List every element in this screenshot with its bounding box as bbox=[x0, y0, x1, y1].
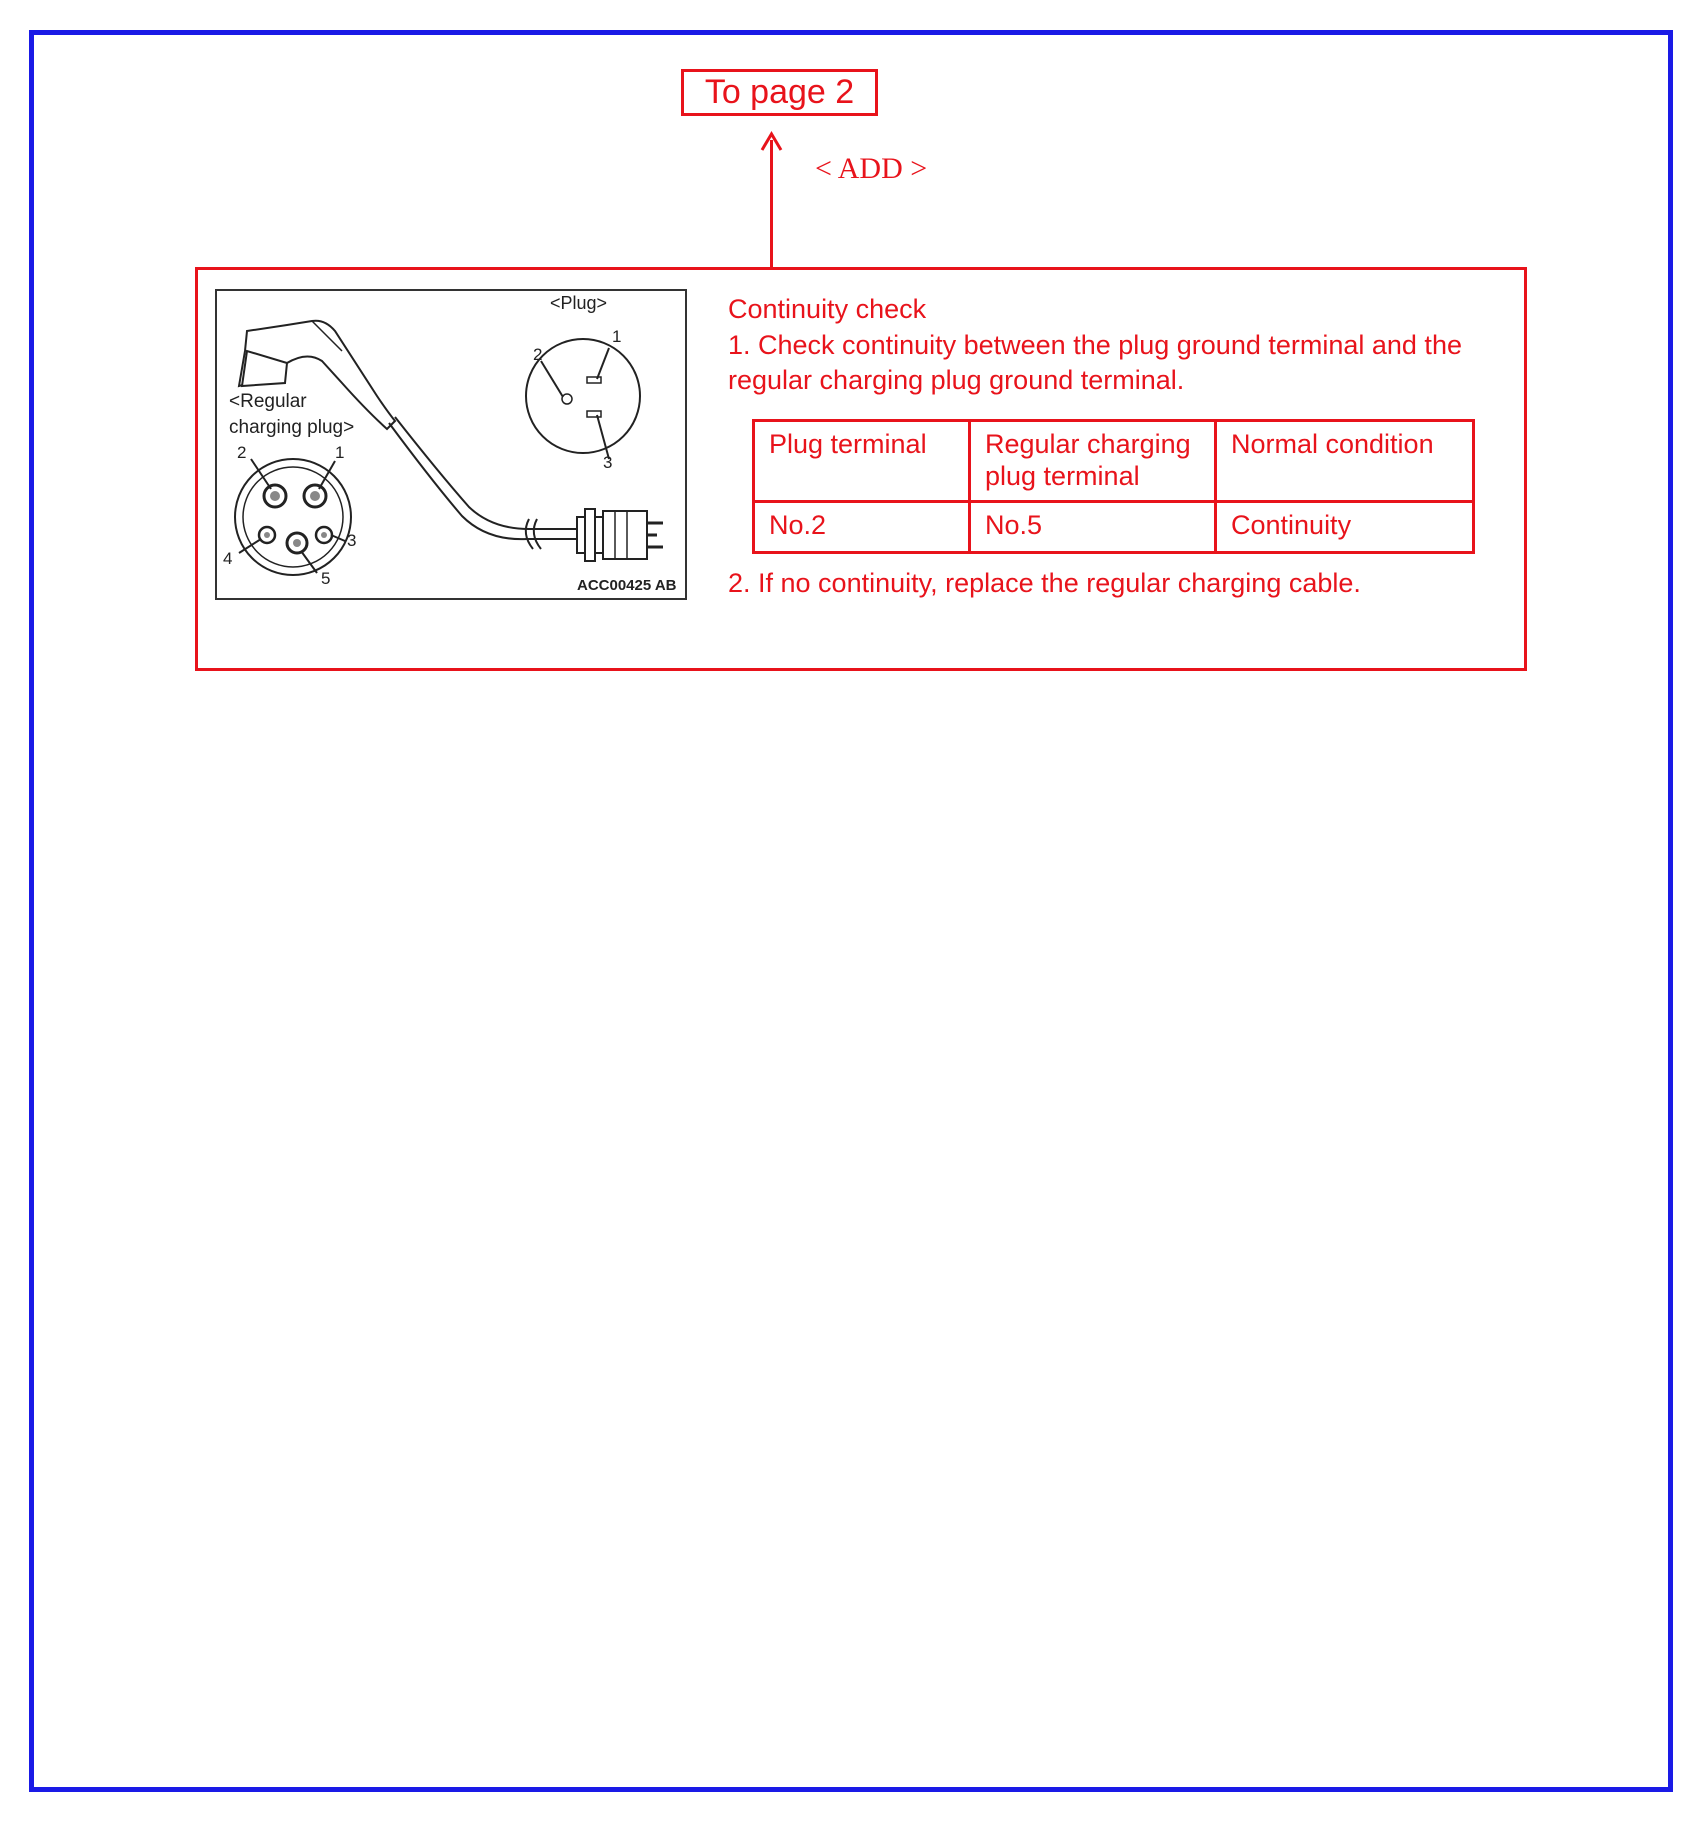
plug-pin-1: 1 bbox=[612, 327, 622, 346]
plug-pin-2: 2 bbox=[533, 345, 543, 364]
add-annotation: < ADD > bbox=[815, 152, 928, 185]
cell-normal-condition: Continuity bbox=[1216, 502, 1474, 553]
to-page-2-link[interactable]: To page 2 bbox=[681, 69, 878, 116]
plug-pin-3: 3 bbox=[603, 453, 613, 472]
table-row bbox=[754, 502, 1474, 553]
cell-plug-terminal: No.2 bbox=[754, 502, 970, 553]
arrow-line bbox=[770, 140, 773, 268]
header-plug-terminal: Plug terminal bbox=[754, 421, 970, 502]
plug-label: <Plug> bbox=[550, 293, 608, 313]
section-title: Continuity check bbox=[728, 294, 927, 324]
regular-plug-label-line1: <Regular bbox=[229, 391, 307, 412]
regular-plug-label-line2: charging plug> bbox=[229, 417, 355, 438]
table-header-row bbox=[754, 421, 1474, 502]
step-1-text: 1. Check continuity between the plug ground terminal and the regular charging plug ground terminal. bbox=[728, 330, 1462, 395]
regular-pin-2: 2 bbox=[237, 443, 247, 462]
continuity-check-panel bbox=[195, 267, 1527, 671]
regular-pin-4: 4 bbox=[223, 549, 233, 568]
cell-regular-plug-terminal: No.5 bbox=[970, 502, 1216, 553]
header-regular-charging-plug-terminal: Regular charging plug terminal bbox=[970, 421, 1216, 502]
header-normal-condition: Normal condition bbox=[1216, 421, 1474, 502]
regular-pin-5: 5 bbox=[321, 569, 331, 588]
figure-code: ACC00425 AB bbox=[577, 577, 677, 594]
regular-pin-1: 1 bbox=[335, 443, 345, 462]
regular-pin-3: 3 bbox=[347, 531, 357, 550]
continuity-table bbox=[752, 419, 1475, 554]
step-2-text: 2. If no continuity, replace the regular charging cable. bbox=[728, 568, 1361, 598]
charging-cable-figure bbox=[215, 289, 687, 600]
